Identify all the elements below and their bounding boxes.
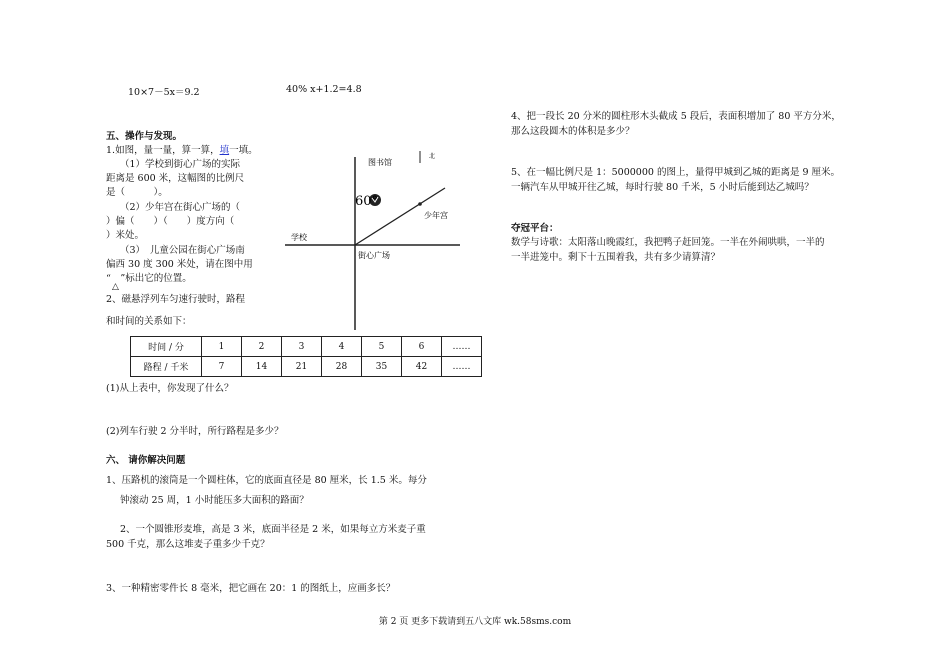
problem-5-line-2: 一辆汽车从甲城开往乙城，每时行驶 80 千米，5 小时后能到达乙城吗？ <box>511 182 814 193</box>
problem-3: 3、一种精密零件长 8 毫米，把它画在 20：1 的图纸上，应画多长？ <box>106 583 396 594</box>
speed-table <box>130 336 482 377</box>
section-5-title: 五、操作与发现。 <box>106 131 183 142</box>
question-2-line-1: 2、磁悬浮列车匀速行驶时，路程 <box>106 294 246 305</box>
sub-question-1: (1)从上表中，你发现了什么？ <box>106 383 234 394</box>
distance-row <box>131 357 482 377</box>
q1-2-line-1: （2）少年宫在街心广场的（ <box>120 202 241 213</box>
problem-1-line-2: 钟滚动 25 周，1 小时能压多大面积的路面？ <box>120 495 309 506</box>
section-6-title: 六、 请你解决问题 <box>106 455 186 466</box>
north-label: 北 <box>429 153 436 160</box>
table-cell: 14 <box>242 357 282 377</box>
problem-5-line-1: 5、在一幅比例尺是 1：5000000 的图上，量得甲城到乙城的距离是 9 厘米。 <box>511 167 841 178</box>
time-row <box>131 337 482 357</box>
fill-link[interactable]: 填 <box>219 145 230 156</box>
table-cell: 5 <box>362 337 402 357</box>
distance-header: 路程 / 千米 <box>131 357 202 377</box>
table-cell: 3 <box>282 337 322 357</box>
equation-2: 40% x+1.2=4.8 <box>286 84 362 95</box>
school-label: 学校 <box>291 233 307 242</box>
time-header: 时间 / 分 <box>131 337 202 357</box>
table-cell: 6 <box>402 337 442 357</box>
sub-question-2: (2)列车行驶 2 分半时，所行路程是多少？ <box>106 426 284 437</box>
question-1-prefix: 1.如图，量一量，算一算， <box>106 145 220 156</box>
youth-palace-point <box>418 202 422 206</box>
champion-line-2: 一半进笼中。剩下十五围着我，共有多少请算清？ <box>511 252 721 263</box>
problem-1-line-1: 1、压路机的滚筒是一个圆柱体，它的底面直径是 80 厘米，长 1.5 米。每分 <box>106 475 427 486</box>
q1-2-line-2: ）偏（ ）（ ）度方向（ <box>106 216 235 227</box>
q1-1-line-1: （1）学校到街心广场的实际 <box>120 159 241 170</box>
q1-3-line-3: “ ”标出它的位置。 <box>106 273 192 284</box>
table-cell: 21 <box>282 357 322 377</box>
q1-1-line-3: 是（ ）。 <box>106 187 168 198</box>
angle-label: 60° <box>355 194 379 209</box>
triangle-icon: △ <box>112 282 119 292</box>
table-cell: …… <box>442 357 482 377</box>
q1-1-line-2: 距离是 600 米，这幅图的比例尺 <box>106 173 245 184</box>
q1-3-line-1: （3） 儿童公园在街心广场南 <box>120 245 245 256</box>
problem-4-line-1: 4、把一段长 20 分米的圆柱形木头截成 5 段后，表面积增加了 80 平方分米， <box>511 111 841 122</box>
youth-palace-label: 少年宫 <box>424 211 448 220</box>
table-cell: 7 <box>202 357 242 377</box>
q1-2-line-3: ）米处。 <box>106 230 145 241</box>
table-cell: 35 <box>362 357 402 377</box>
table-cell: 2 <box>242 337 282 357</box>
table-cell: 4 <box>322 337 362 357</box>
champion-title: 夺冠平台： <box>511 223 559 234</box>
question-2-line-2: 和时间的关系如下： <box>106 316 192 327</box>
equation-1: 10×7－5x＝9.2 <box>128 87 200 98</box>
problem-4-line-2: 那么这段圆木的体积是多少？ <box>511 126 635 137</box>
page-footer: 第 2 页 更多下载请到五八文库 wk.58sms.com <box>378 617 572 627</box>
library-label: 图书馆 <box>368 158 392 167</box>
table-cell: 42 <box>402 357 442 377</box>
champion-line-1: 数学与诗歌：太阳落山晚霞红，我把鸭子赶回笼。一半在外闹哄哄，一半的 <box>511 237 825 248</box>
table-cell: …… <box>442 337 482 357</box>
plaza-label: 街心广场 <box>358 251 390 260</box>
table-cell: 28 <box>322 357 362 377</box>
problem-2-line-1: 2、一个圆锥形麦堆，高是 3 米，底面半径是 2 米，如果每立方米麦子重 <box>120 524 426 535</box>
q1-3-line-2: 偏西 30 度 300 米处，请在图中用 <box>106 259 253 270</box>
table-cell: 1 <box>202 337 242 357</box>
problem-2-line-2: 500 千克，那么这堆麦子重多少千克？ <box>106 539 270 550</box>
question-1-suffix: 一填。 <box>229 145 258 156</box>
